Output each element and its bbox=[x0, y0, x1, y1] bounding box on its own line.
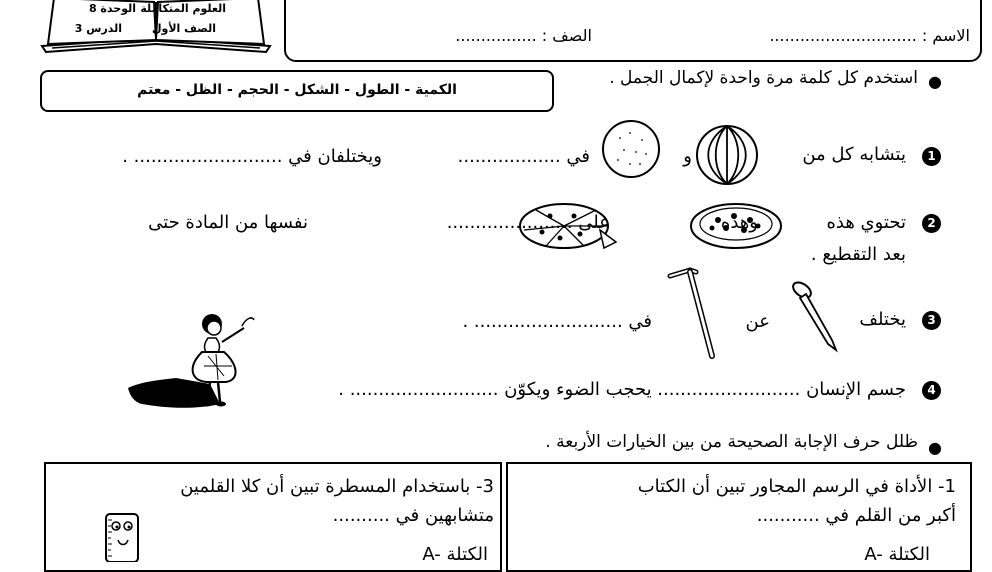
choice-q3-line2: متشابهين في .......... bbox=[332, 505, 494, 526]
question-1-number: 1 bbox=[922, 147, 941, 166]
question-2-part-c: على ...................... bbox=[446, 212, 610, 233]
question-2-part-a: تحتوي هذه bbox=[826, 212, 906, 233]
choice-q1-line1: 1- الأداة في الرسم المجاور تبين أن الكتاب bbox=[637, 476, 956, 497]
section1-instruction: استخدم كل كلمة مرة واحدة لإكمال الجمل . bbox=[609, 68, 918, 88]
question-1-part-d: ويختلفان في .......................... . bbox=[122, 146, 382, 167]
question-1-part-b: و bbox=[683, 146, 692, 167]
question-3-part-a: يختلف bbox=[859, 309, 906, 330]
badge-grade: الصف الأول bbox=[151, 22, 216, 35]
question-2-part-d: نفسها من المادة حتى bbox=[148, 212, 308, 233]
badge-unit: الوحدة 8 bbox=[88, 2, 136, 15]
word-bank-box bbox=[40, 70, 554, 112]
question-4-text: جسم الإنسان ......................... يحجب الضوء ويكوّن .......................... . bbox=[338, 379, 906, 400]
section2-instruction: ظلل حرف الإجابة الصحيحة من بين الخيارات الأربعة . bbox=[545, 432, 918, 452]
badge-subject: العلوم المتكاملة bbox=[140, 2, 226, 15]
ruler-character-icon bbox=[104, 512, 140, 562]
choice-q1-line2: أكبر من القلم في ........... bbox=[756, 505, 956, 526]
question-3-part-b: عن bbox=[745, 311, 770, 332]
choice-q3-line1: 3- باستخدام المسطرة تبين أن كلا القلمين bbox=[180, 476, 494, 497]
choice-q1-option-a[interactable]: A- الكتلة bbox=[864, 544, 930, 565]
question-3-part-c: في .......................... . bbox=[462, 311, 652, 332]
word-bank-words: الكمية - الطول - الشكل - الحجم - الظل - معتم bbox=[137, 82, 457, 98]
orange-icon bbox=[600, 118, 662, 180]
nail-icon bbox=[788, 278, 844, 354]
question-2-part-b: وهذه bbox=[720, 212, 758, 233]
question-3-number: 3 bbox=[922, 311, 941, 330]
student-class-field[interactable]: الصف : ................ bbox=[455, 26, 592, 45]
choice-q3-option-a[interactable]: A- الكتلة bbox=[422, 544, 488, 565]
question-4-number: 4 bbox=[922, 381, 941, 400]
question-1-part-a: يتشابه كل من bbox=[802, 144, 906, 165]
girl-with-shadow-icon bbox=[128, 306, 262, 416]
question-2-number: 2 bbox=[922, 214, 941, 233]
student-name-field[interactable]: الاسم : ............................. bbox=[769, 26, 970, 45]
question-2-line2: بعد التقطيع . bbox=[810, 244, 906, 265]
question-1-part-c: في .................. bbox=[457, 146, 590, 167]
walking-cane-icon bbox=[664, 264, 722, 364]
section1-bullet: ● bbox=[928, 72, 942, 91]
watermelon-icon bbox=[694, 122, 760, 188]
section2-bullet: ● bbox=[928, 438, 942, 457]
badge-lesson: الدرس 3 bbox=[74, 22, 122, 35]
